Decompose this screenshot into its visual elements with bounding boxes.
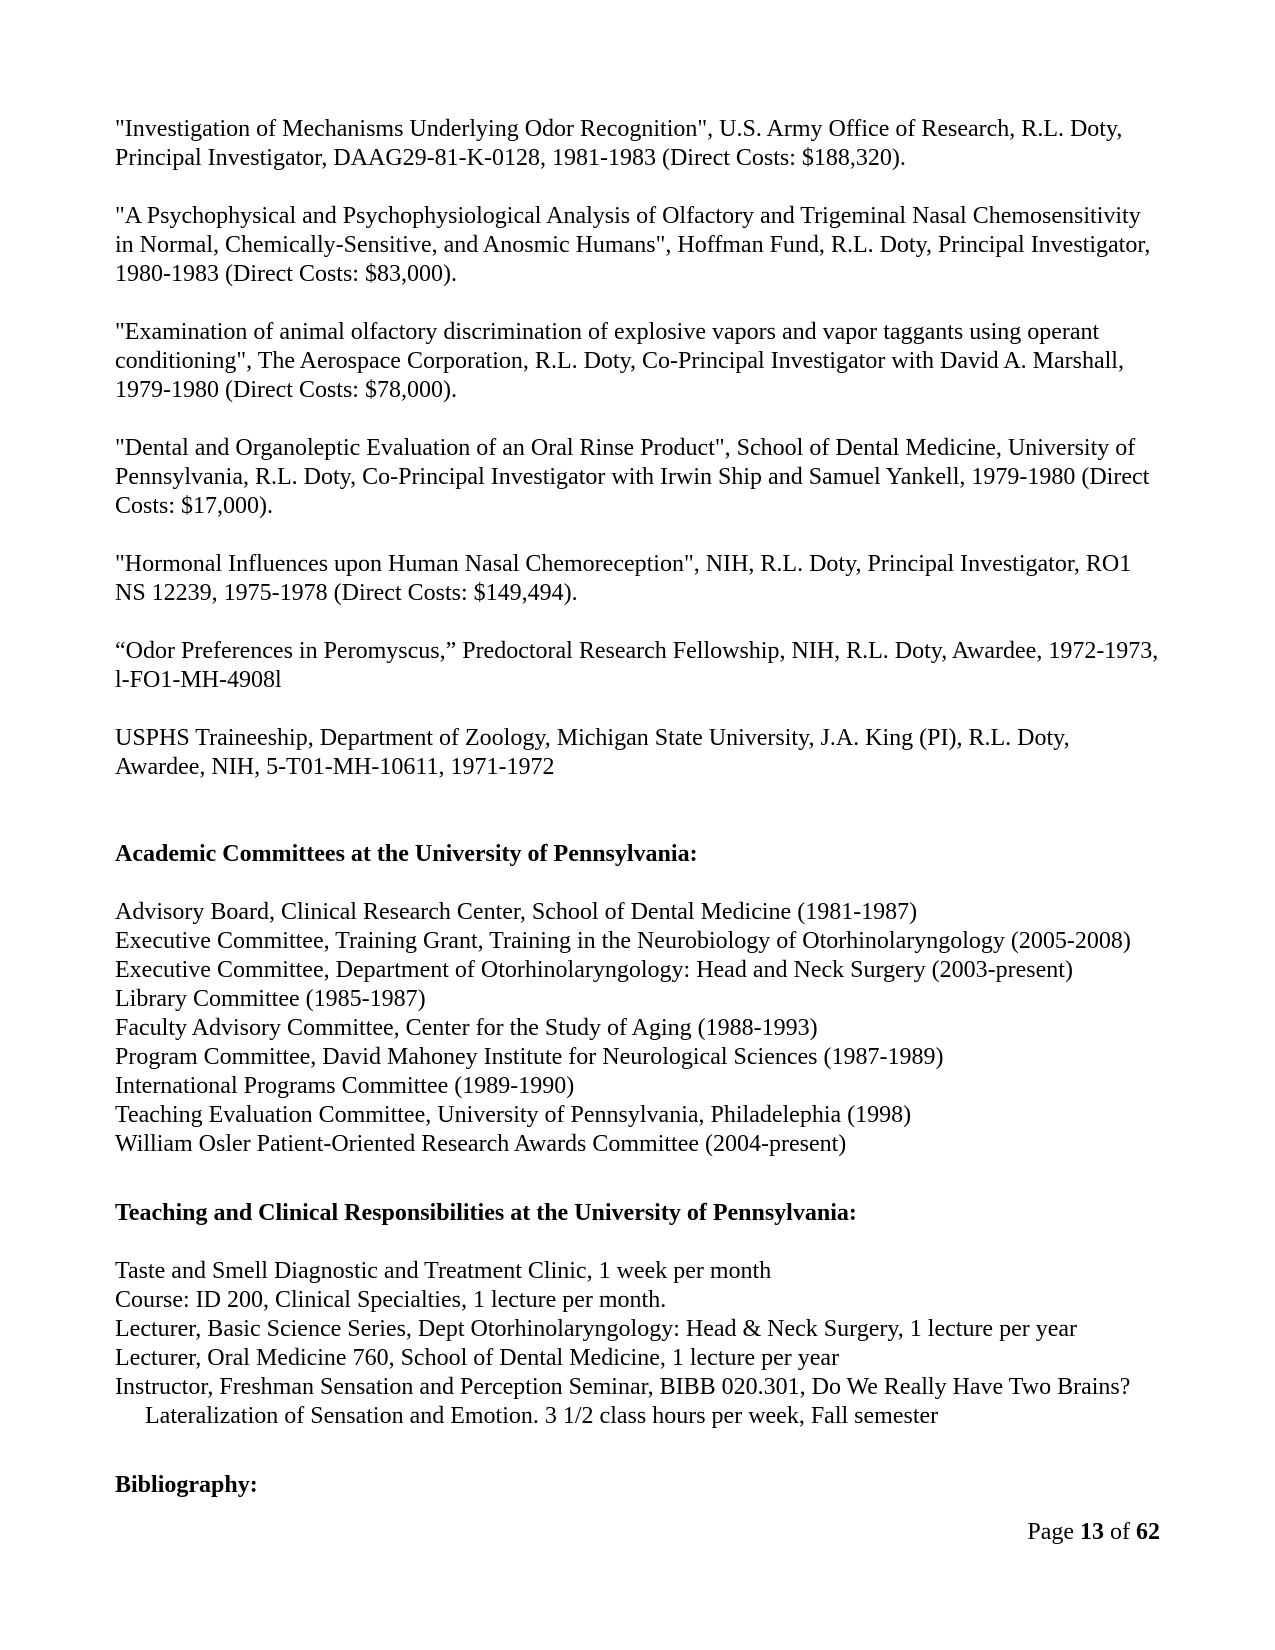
teaching-item: Lecturer, Basic Science Series, Dept Otorhinolaryngology: Head & Neck Surgery, 1 lecture per year (115, 1316, 1078, 1342)
teaching-item: Course: ID 200, Clinical Specialties, 1 lecture per month. (115, 1287, 667, 1313)
page-footer (1027, 1518, 1160, 1547)
bibliography-heading: Bibliography: (115, 1472, 258, 1498)
teaching-item: Lecturer, Oral Medicine 760, School of Dental Medicine, 1 lecture per year (115, 1345, 840, 1371)
academic-committees-heading: Academic Committees at the University of Pennsylvania: (115, 841, 698, 867)
committee-item: Library Committee (1985-1987) (115, 986, 426, 1012)
committee-item: Faculty Advisory Committee, Center for the Study of Aging (1988-1993) (115, 1015, 818, 1041)
committee-item: Program Committee, David Mahoney Institute for Neurological Sciences (1987-1989) (115, 1044, 944, 1070)
teaching-item: Instructor, Freshman Sensation and Perception Seminar, BIBB 020.301, Do We Really Have Two Brains? (115, 1374, 1131, 1400)
page-footer-label: Page (1027, 1519, 1080, 1545)
page-content (115, 115, 1161, 1529)
committee-item: Advisory Board, Clinical Research Center, School of Dental Medicine (1981-1987) (115, 899, 918, 925)
committee-item: Executive Committee, Training Grant, Training in the Neurobiology of Otorhinolaryngology (2005-2008) (115, 928, 1131, 954)
grant-paragraph: "Dental and Organoleptic Evaluation of an Oral Rinse Product", School of Dental Medicine, University of Pennsylvania, R.L. Doty, Co-Principal Investigator with Irwin Ship and Samuel Yankell, 1979-1980 (Direct Costs: $17,000). (115, 435, 1150, 519)
teaching-responsibilities-list (115, 1257, 1161, 1431)
page-footer-separator: of (1104, 1519, 1136, 1545)
page-footer-total-pages: 62 (1136, 1519, 1160, 1545)
grant-paragraph: "Hormonal Influences upon Human Nasal Chemoreception", NIH, R.L. Doty, Principal Investigator, RO1 NS 12239, 1975-1978 (Direct Costs: $149,494). (115, 551, 1132, 606)
grant-paragraph: "A Psychophysical and Psychophysiological Analysis of Olfactory and Trigeminal Nasal Chemosensitivity in Normal, Chemically-Sensitive, and Anosmic Humans", Hoffman Fund, R.L. Doty, Principal Investigator, 1980-1983 (Direct Costs: $83,000). (115, 203, 1151, 287)
teaching-item: Taste and Smell Diagnostic and Treatment Clinic, 1 week per month (115, 1258, 772, 1284)
committee-item: Executive Committee, Department of Otorhinolaryngology: Head and Neck Surgery (2003-present) (115, 957, 1073, 983)
grant-paragraph: "Examination of animal olfactory discrimination of explosive vapors and vapor taggants using operant conditioning", The Aerospace Corporation, R.L. Doty, Co-Principal Investigator with David A. Marshall, 1979-1980 (Direct Costs: $78,000). (115, 319, 1124, 403)
teaching-responsibilities-heading: Teaching and Clinical Responsibilities at the University of Pennsylvania: (115, 1200, 857, 1226)
academic-committees-list (115, 898, 1161, 1159)
committee-item: William Osler Patient-Oriented Research Awards Committee (2004-present) (115, 1131, 847, 1157)
teaching-item-continuation: Lateralization of Sensation and Emotion. 3 1/2 class hours per week, Fall semester (145, 1403, 939, 1429)
grant-paragraph: USPHS Traineeship, Department of Zoology, Michigan State University, J.A. King (PI), R.L. Doty, Awardee, NIH, 5-T01-MH-10611, 1971-1972 (115, 725, 1070, 780)
committee-item: International Programs Committee (1989-1990) (115, 1073, 575, 1099)
grant-paragraph: “Odor Preferences in Peromyscus,” Predoctoral Research Fellowship, NIH, R.L. Doty, Awardee, 1972-1973, l-FO1-MH-4908l (115, 638, 1159, 693)
page-footer-current-page: 13 (1080, 1519, 1104, 1545)
grant-paragraph: "Investigation of Mechanisms Underlying Odor Recognition", U.S. Army Office of Research, R.L. Doty, Principal Investigator, DAAG29-81-K-0128, 1981-1983 (Direct Costs: $188,320). (115, 116, 1123, 171)
committee-item: Teaching Evaluation Committee, University of Pennsylvania, Philadelephia (1998) (115, 1102, 912, 1128)
